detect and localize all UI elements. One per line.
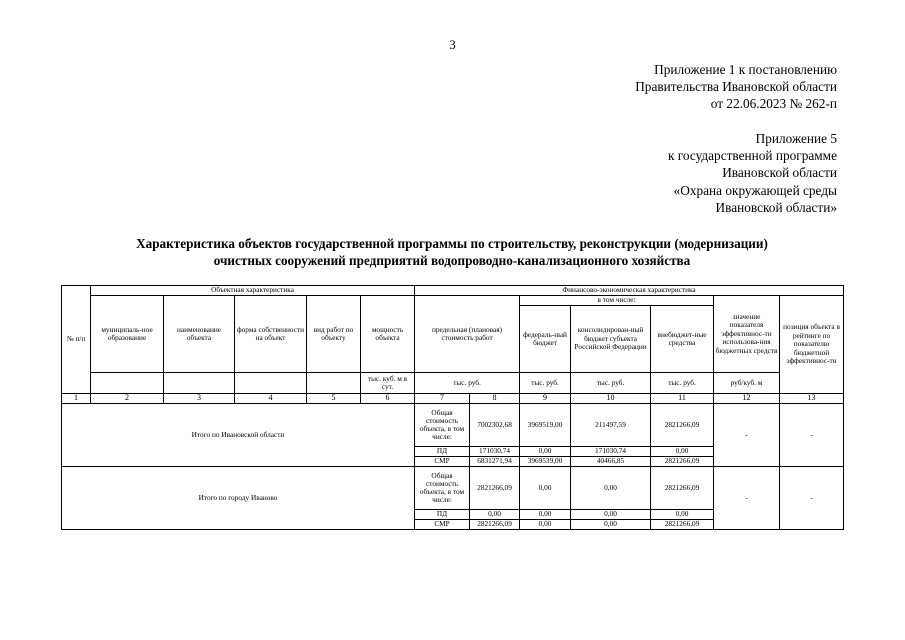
cell-federal: 3969519,00 bbox=[520, 404, 571, 447]
appendix-5-line: к государственной программе bbox=[667, 148, 837, 164]
appendix-1-line: Приложение 1 к постановлению bbox=[654, 62, 837, 77]
page-number: 3 bbox=[449, 37, 456, 52]
header-ownership: форма собственности на объект bbox=[235, 296, 307, 373]
row-pd-label: ПД bbox=[415, 447, 470, 457]
column-number: 4 bbox=[235, 394, 307, 404]
cell-efficiency: - bbox=[714, 467, 780, 530]
cell-max-cost: 6831271,94 bbox=[470, 457, 520, 467]
cell-federal: 3969539,00 bbox=[520, 457, 571, 467]
cell-federal: 0,00 bbox=[520, 510, 571, 520]
cell-position: - bbox=[780, 467, 844, 530]
unit-efficiency: руб/куб. м bbox=[714, 373, 780, 394]
column-number: 12 bbox=[714, 394, 780, 404]
row-smr-label: СМР bbox=[415, 457, 470, 467]
appendix-5-line: Ивановской области bbox=[722, 165, 837, 181]
table-row bbox=[62, 467, 844, 510]
column-number: 8 bbox=[470, 394, 520, 404]
unit-ownership bbox=[235, 373, 307, 394]
row-total-label: Общая стоимость объекта, в том числе: bbox=[415, 467, 470, 510]
header-max-cost: предельная (плановая) стоимость работ bbox=[415, 296, 520, 373]
appendix-5-line: Ивановской области» bbox=[715, 199, 837, 215]
column-number: 13 bbox=[780, 394, 844, 404]
document-title-line: Характеристика объектов государственной программы по строительству, реконструкции (модернизации) bbox=[136, 236, 768, 251]
appendix-5-line: Приложение 5 bbox=[755, 131, 837, 146]
table-row bbox=[62, 404, 844, 447]
header-including: в том числе: bbox=[520, 296, 714, 306]
column-number: 9 bbox=[520, 394, 571, 404]
row-total-label: Общая стоимость объекта, в том числе: bbox=[415, 404, 470, 447]
header-object-name: наименование объекта bbox=[164, 296, 235, 373]
header-efficiency: значение показателя эффективнос-ти использова-ния бюджетных средств bbox=[714, 296, 780, 373]
appendix-1-block bbox=[635, 61, 837, 113]
column-number: 3 bbox=[164, 394, 235, 404]
appendix-5-line: «Охрана окружающей среды bbox=[673, 182, 837, 198]
appendix-1-line: Правительства Ивановской области bbox=[635, 79, 837, 95]
cell-federal: 0,00 bbox=[520, 447, 571, 457]
column-number: 6 bbox=[361, 394, 415, 404]
cell-position: - bbox=[780, 404, 844, 467]
header-extra: внебюджет-ные средства bbox=[651, 306, 714, 373]
unit-federal: тыс. руб. bbox=[520, 373, 571, 394]
cell-regional: 40466,85 bbox=[571, 457, 651, 467]
header-units-row bbox=[62, 373, 844, 394]
unit-municipality bbox=[91, 373, 164, 394]
header-position: позиция объекта в рейтинге по показателю бюджетной эффективнос-ти bbox=[780, 296, 844, 394]
column-number: 5 bbox=[307, 394, 361, 404]
header-subgroup-row bbox=[62, 296, 844, 306]
header-finance-group: Финансово-экономическая характеристика bbox=[415, 286, 844, 296]
cell-federal: 0,00 bbox=[520, 467, 571, 510]
unit-object-name bbox=[164, 373, 235, 394]
cell-max-cost: 2821266,09 bbox=[470, 467, 520, 510]
cell-regional: 211497,59 bbox=[571, 404, 651, 447]
cell-regional: 171030,74 bbox=[571, 447, 651, 457]
document-title bbox=[60, 236, 844, 269]
row-smr-label: СМР bbox=[415, 520, 470, 530]
document-title-line: очистных сооружений предприятий водопроводно-канализационного хозяйства bbox=[213, 252, 691, 268]
column-numbers-row bbox=[62, 394, 844, 404]
cell-extra: 0,00 bbox=[651, 510, 714, 520]
cell-federal: 0,00 bbox=[520, 520, 571, 530]
cell-extra: 0,00 bbox=[651, 447, 714, 457]
column-number: 1 bbox=[62, 394, 91, 404]
unit-max-cost: тыс. руб. bbox=[415, 373, 520, 394]
column-number: 10 bbox=[571, 394, 651, 404]
row-pd-label: ПД bbox=[415, 510, 470, 520]
unit-extra: тыс. руб. bbox=[651, 373, 714, 394]
appendix-5-block bbox=[668, 130, 837, 216]
cell-max-cost: 2821266,09 bbox=[470, 520, 520, 530]
column-number: 7 bbox=[415, 394, 470, 404]
row-name: Итого по Ивановской области bbox=[62, 404, 415, 467]
appendix-1-line: от 22.06.2023 № 262-п bbox=[710, 96, 837, 112]
unit-capacity: тыс. куб. м в сут. bbox=[361, 373, 415, 394]
row-name: Итого по городу Иваново bbox=[62, 467, 415, 530]
cell-max-cost: 0,00 bbox=[470, 510, 520, 520]
unit-work-type bbox=[307, 373, 361, 394]
unit-regional: тыс. руб. bbox=[571, 373, 651, 394]
cell-efficiency: - bbox=[714, 404, 780, 467]
header-group-row bbox=[62, 286, 844, 296]
cell-max-cost: 7002302,68 bbox=[470, 404, 520, 447]
header-work-type: вид работ по объекту bbox=[307, 296, 361, 373]
column-number: 11 bbox=[651, 394, 714, 404]
cell-regional: 0,00 bbox=[571, 520, 651, 530]
header-municipality: муниципаль-ное образование bbox=[91, 296, 164, 373]
header-capacity: мощность объекта bbox=[361, 296, 415, 373]
cell-extra: 2821266,09 bbox=[651, 520, 714, 530]
header-federal: федераль-ный бюджет bbox=[520, 306, 571, 373]
cell-extra: 2821266,09 bbox=[651, 467, 714, 510]
cell-extra: 2821266,09 bbox=[651, 457, 714, 467]
header-regional: консолидирован-ный бюджет субъекта Российской Федерации bbox=[571, 306, 651, 373]
objects-table bbox=[61, 285, 844, 530]
cell-regional: 0,00 bbox=[571, 467, 651, 510]
header-object-group: Объектная характеристика bbox=[91, 286, 415, 296]
cell-regional: 0,00 bbox=[571, 510, 651, 520]
header-num: № п/п bbox=[62, 286, 91, 394]
cell-extra: 2821266,09 bbox=[651, 404, 714, 447]
cell-max-cost: 171030,74 bbox=[470, 447, 520, 457]
column-number: 2 bbox=[91, 394, 164, 404]
